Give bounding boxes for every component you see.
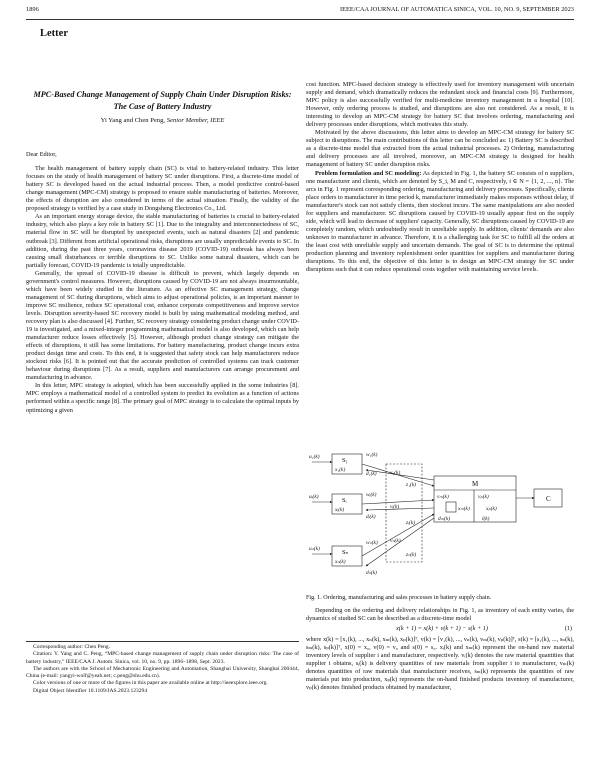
label-u1: u₁(k) bbox=[309, 454, 320, 460]
label-ui: uᵢ(k) bbox=[309, 494, 319, 500]
label-dm: dₘ(k) bbox=[438, 516, 451, 522]
label-zn: zₙ(k) bbox=[406, 552, 417, 558]
page-number: 1896 bbox=[26, 6, 39, 13]
paragraph-cost-function: cost function. MPC-based decision strategy is effectively used for inventory management with uncertain supply and demand, which dramatically reduces the redundant stock and financial costs [9]. Furthermore, MPC policy is also successfully verified for multi-medicine inventory management in a hospital [10]. However, only ordering process is studied, and disruptions are also not considered. As a result, it is interesting to develop an MPC-CM strategy for battery SC that involves ordering, manufacturing and delivery processes under disruptions, which motivates this study. bbox=[306, 81, 574, 129]
paragraph-contributions: Motivated by the above discussions, this letter aims to develop an MPC-CM strategy for battery SC subject to disruptions. The main contributions of this letter can be concluded as: 1) Battery SC is described as a discrete-time model that extracted from the actual industrial processes. 2) Ordering, manufacturing and delivery processes are all involved, moreover, an MPC-CM strategy is designed for health management of battery SC under disruption risks. bbox=[306, 129, 574, 169]
running-header bbox=[26, 6, 574, 18]
paragraph-problem bbox=[306, 170, 574, 275]
label-vp: vₚ(k) bbox=[478, 494, 489, 500]
label-wi: wᵢ(k) bbox=[366, 492, 377, 498]
affiliation-note: The authors are with the School of Mechatronic Engineering and Automation, Shanghai University, Shanghai 200444, China (e-mail: yangyi-wolf@yeah.net; c.peng@shu.edu.cn). bbox=[26, 665, 299, 679]
right-column-bottom bbox=[306, 607, 574, 692]
left-column bbox=[26, 89, 299, 415]
problem-text: As depicted in Fig. 1, the battery SC consists of n suppliers, one manufacturer and clients, which are denoted by S_i, M and C, respectively, i ∈ N = {1, 2, ..., n}. The arcs in Fig. 1 represent corresponding ordering, manufacturing and delivery processes. Specifically, clients place orders to manufacturer in time period k, manufacturer immediately makes responses without delay, if manufacturer's stock can not satisfy clients, then stockout incurs. The same manipulations are also needed for suppliers and manufacturer. SC disruptions caused by COVID-19 usually appear first on the supply side, which will lead to decrease of suppliers' capacity. Generally, SC disruptions caused by COVID-19 are completely random, which undoubtedly result in unreliable supply. In addition, clients' demands are also unknown to manufacturer in advance. Therefore, it is a challenging task for SC to fulfill all the orders at the least cost with unreliable supply and uncertain demands. The goal of SC is to determine the optimal production planning and inventory replenishment order quantities for suppliers and manufacturer during disruptions. To this end, the objective of this letter is to design an MPC-CM strategy for SC under disruptions such that it can reduce operational costs together with maintaining service levels. bbox=[306, 169, 575, 274]
figure-caption: Fig. 1. Ordering, manufacturing and sales processes in battery supply chain. bbox=[306, 595, 492, 601]
label-x1: x₁(k) bbox=[335, 467, 346, 473]
paragraph-dynamics: Depending on the ordering and delivery relationships in Fig. 1, as inventory of each entity varies, the dynamics of studied SC can be described as a discrete-time model bbox=[306, 607, 574, 623]
problem-lead: Problem formulation and SC modeling: bbox=[315, 169, 422, 177]
paragraph-background: As an important energy storage device, the stable manufacturing of batteries is crucial to battery-related industry, which also plays a key role in battery SC [1]. Due to the integrality and interconnectedness of SC, material flow in SC will be disrupted by unexpected events, such as natural disasters [2] and pandemic outbreak [3]. Different from artificial operational risks, disruptions are usually unpredictable events to SC. In addition, during the past three years, coronavirus disease 2019 (COVID-19) outbreak has always been causing small disturbances or terrible disruptions to SC. Unlike some natural disasters, which can be partially forecast, COVID-19 pandemic is totally unpredictable. bbox=[26, 213, 299, 269]
label-z1: z₁(k) bbox=[406, 482, 416, 488]
label-l: l(k) bbox=[482, 516, 490, 522]
greeting: Dear Editor, bbox=[26, 151, 57, 159]
supply-chain-figure bbox=[306, 446, 574, 586]
label-dn: dₙ(k) bbox=[366, 570, 377, 576]
equation-body: x(k + 1) = x(k) + v(k + 1) − s(k + 1) bbox=[396, 625, 488, 633]
supplier-1-label: S₁ bbox=[342, 457, 348, 464]
label-wn: wₙ(k) bbox=[366, 540, 378, 546]
label-xm: xₘ(k) bbox=[458, 506, 470, 512]
label-di: dᵢ(k) bbox=[366, 514, 376, 520]
paragraph-mpc: In this letter, MPC strategy is adopted, which has been successfully applied in the some industries [8]. MPC employs a mathematical model of a controlled system to predict its evolution as a function of actions performed within a specific range [8]. The primary goal of MPC strategy is to calculate the optimal inputs by optimizing a given bbox=[26, 382, 299, 414]
footnote-rule bbox=[26, 641, 299, 642]
paragraph-definitions: where x(k) = [x₁(k), ..., xₙ(k), xₘ(k), xₚ(k)]ᵀ, v(k) = [v₁(k), ..., vₙ(k), vₘ(k), vₚ(k)]ᵀ, s(k) = [s₁(k), ..., sₙ(k), sₘ(k), sₚ(k)]ᵀ, x(0) = x₀, v(0) = v₀ and s(0) = s₀. xᵢ(k) and xₘ(k) represent the on-hand raw material inventory levels of supplier i and manufacturer, respectively. vᵢ(k) denotes the raw material quantities that supplier i obtains, sᵢ(k) is delivery quantities of raw materials from supplier i to manufacturer, vₘ(k) denotes quantities of raw materials that manufacturer receives, sₘ(k) represents the quantities of raw materials put into production, xₚ(k) represents the on-hand finished products inventory of manufacturer, vₚ(k) denotes finished products obtained by manufacturer, bbox=[306, 636, 574, 692]
color-note: Color versions of one or more of the figures in this paper are available online at http://ieeexplore.ieee.org. bbox=[33, 680, 268, 687]
author-membership: Senior Member, IEEE bbox=[166, 117, 225, 124]
delivery-region bbox=[386, 464, 422, 562]
manufacturer-label: M bbox=[472, 480, 479, 488]
corresponding-author: Corresponding author: Chen Peng. bbox=[33, 644, 111, 650]
label-vm: vₘ(k) bbox=[437, 494, 449, 500]
label-un: uₙ(k) bbox=[309, 546, 320, 552]
label-xn: xₙ(k) bbox=[335, 559, 346, 565]
doi-link[interactable]: Digital Object Identifier 10.1109/JAS.2023.123294 bbox=[33, 687, 148, 694]
label-vi: vᵢ(k) bbox=[390, 504, 400, 510]
client-label: C bbox=[546, 495, 551, 503]
label-w1: w₁(k) bbox=[366, 452, 378, 458]
paragraph-intro: The health management of battery supply chain (SC) is vital to battery-related industry. This letter focuses on the study of health management of battery SC under disruptions. First, a discrete-time model of battery SC is developed based on the actual industrial process. Then, a model predictive control-based change management (MPC-CM) strategy is proposed to ensure stable manufacturing of batteries. Moreover, the effects of disruption are also considered in terms of the actual situation. Finally, the validity of the proposed strategy is verified by a case study in Dongsheng Electronics Co., Ltd. bbox=[26, 165, 299, 213]
paragraph-change-management: Generally, the spread of COVID-19 disease is difficult to prevent, which largely depends on government's control measures. However, disruptions caused by COVID-19 are not always insurmountable, which have been widely studied in the literature. As an effective SC management strategy, change management of SC during disruptions, which aims to adjust operational policies, is an important manner to improve SC resilience, reduce SC operational cost, enhance corporate competitiveness and improve service levels. Disruption severity-based SC recovery model is built by using mathematical modeling method, and recovery plan is also discussed [4]. Further, SC recovery strategy considering product change under COVID-19 is investigated, and a mixed-integer programming mathematical model is also developed, which can help manufacturer reduce losses effectively [5]. However, although product change strategy can mitigate the effects of disruptions, it still has some limitations. For battery manufacturing, product change incurs extra product design time and costs. To this end, it is suggested that safety stock can help manufacturers reduce stockout risks [6]. It is pointed out that the accurate prediction of controlled systems can track customer behaviour during disruptions [7]. As a result, suppliers and manufacturers can arrange procurement and manufacturing in advance. bbox=[26, 269, 299, 382]
label-vn: vₙ(k) bbox=[390, 538, 401, 544]
equation-1 bbox=[306, 624, 574, 635]
label-d1: d₁(k) bbox=[366, 471, 377, 477]
label-xp: xₚ(k) bbox=[486, 506, 497, 512]
right-column bbox=[306, 81, 574, 274]
author-line bbox=[26, 117, 299, 125]
paper-title: MPC-Based Change Management of Supply Chain Under Disruption Risks: The Case of Battery Industry bbox=[33, 90, 292, 111]
author-names: Yi Yang and Chen Peng, bbox=[100, 117, 166, 124]
footnote-block bbox=[26, 641, 299, 695]
citation-note: Citation: Y. Yang and C. Peng, “MPC-based change management of supply chain under disruption risks: The case of battery industry,” IEEE/CAA J. Autom. Sinica, vol. 10, no. 9, pp. 1896–1898, Sept. 2023. bbox=[26, 651, 299, 665]
header-rule bbox=[26, 19, 574, 20]
journal-name: IEEE/CAA JOURNAL OF AUTOMATICA SINICA, VOL. 10, NO. 9, SEPTEMBER 2023 bbox=[339, 6, 574, 13]
section-label: Letter bbox=[40, 28, 68, 39]
supplier-i-label: Sᵢ bbox=[342, 497, 347, 504]
equation-number: (1) bbox=[564, 625, 572, 633]
label-xi: xᵢ(k) bbox=[335, 507, 345, 513]
label-v1: v₁(k) bbox=[390, 470, 401, 476]
supplier-n-label: Sₙ bbox=[342, 549, 349, 556]
label-zi: zᵢ(k) bbox=[406, 520, 415, 526]
